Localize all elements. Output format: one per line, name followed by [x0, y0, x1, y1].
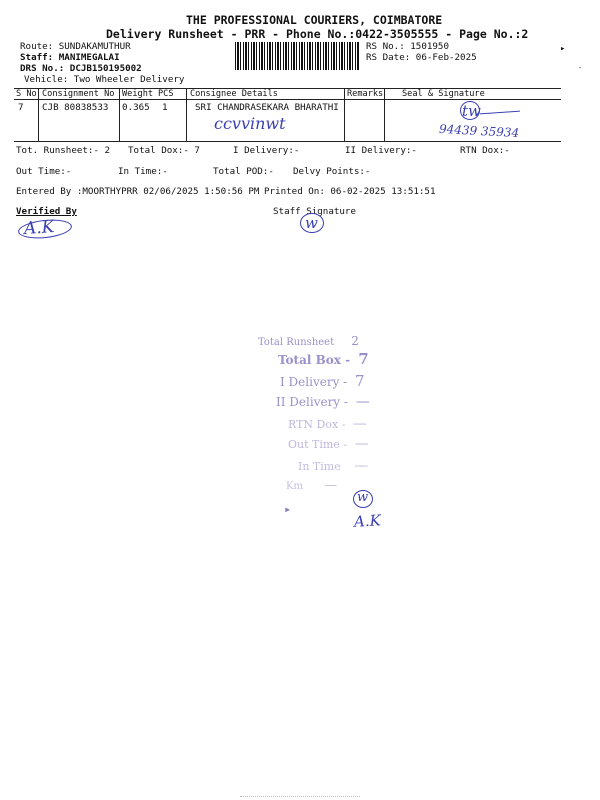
runsheet-subtitle: Delivery Runsheet - PRR - Phone No.:0422-3505555 - Page No.:2 — [106, 27, 529, 41]
stamp-value: — — [352, 416, 367, 432]
printed-on: Printed On: 06-02-2025 13:51:51 — [264, 186, 436, 197]
col-header-sno: S No — [16, 89, 37, 99]
total-dox: Total Dox:- 7 — [128, 145, 200, 156]
stamp-value: 7 — [355, 372, 365, 390]
stamp-value: — — [355, 394, 370, 410]
col-header-weight: Weight — [122, 89, 154, 99]
rtn-dox: RTN Dox:- — [460, 145, 510, 156]
col-header-pcs: PCS — [158, 89, 174, 99]
staff-signature: w — [305, 214, 318, 232]
stamp-signature-circle — [353, 490, 373, 508]
stamp-label: In Time — [298, 460, 341, 473]
seal-signature-circle — [460, 101, 480, 120]
stamp-label: Km — [286, 481, 303, 492]
stamp-line-7 — [298, 458, 368, 474]
vehicle-text: Vehicle: Two Wheeler Delivery — [24, 74, 185, 85]
stamp-signature-1: w — [357, 490, 369, 505]
stamp-line-6 — [288, 436, 369, 452]
col-header-consignment: Consignment No — [42, 89, 115, 99]
rs-date: RS Date: 06-Feb-2025 — [366, 52, 477, 63]
stamp-value: — — [354, 436, 369, 452]
tot-runsheet: Tot. Runsheet:- 2 — [16, 145, 111, 156]
in-time: In Time:- — [118, 166, 168, 177]
stamp-label: Total Box - — [278, 353, 351, 367]
entered-by: Entered By :MOORTHYPRR 02/06/2025 1:50:56 PM — [16, 186, 260, 197]
seal-signature-stroke — [480, 111, 520, 115]
staff-label: Staff: — [20, 52, 54, 63]
drs-number: DRS No.: DCJB150195002 — [20, 63, 142, 74]
cell-consignment: CJB 80838533 — [42, 102, 109, 113]
stamp-value: 2 — [351, 334, 359, 348]
verified-by-label: Verified By — [16, 206, 77, 217]
i-delivery: I Delivery:- — [233, 145, 300, 156]
stamp-mark: ▸ — [284, 502, 292, 516]
stamp-label: I Delivery - — [280, 375, 348, 389]
out-time: Out Time:- — [16, 166, 72, 177]
cell-weight: 0.365 — [122, 102, 150, 113]
staff-line — [20, 52, 120, 63]
cell-pcs: 1 — [162, 102, 168, 113]
rs-number: RS No.: 1501950 — [366, 41, 449, 52]
stamp-line-1 — [258, 334, 359, 348]
stamp-signature-2: A.K — [353, 511, 382, 531]
delvy-points: Delvy Points:- — [293, 166, 371, 177]
phone-handwriting: 94439 35934 — [438, 121, 520, 141]
margin-mark: ▸ — [560, 44, 566, 54]
company-title: THE PROFESSIONAL COURIERS, COIMBATORE — [186, 13, 443, 27]
col-header-remarks: Remarks — [347, 89, 384, 99]
stamp-value: — — [324, 478, 338, 493]
staff-name: MANIMEGALAI — [58, 52, 120, 63]
col-header-seal: Seal & Signature — [402, 89, 485, 99]
stamp-line-3 — [280, 372, 365, 390]
staff-signature-circle — [300, 213, 324, 233]
stamp-label: Out Time - — [288, 438, 348, 451]
cell-consignee: SRI CHANDRASEKARA BHARATHI — [195, 102, 339, 113]
totals-stamp — [250, 330, 430, 540]
stamp-label: Total Runsheet — [258, 337, 335, 348]
stamp-line-5 — [288, 416, 367, 432]
stamp-value: — — [354, 458, 369, 474]
stamp-line-8 — [286, 478, 337, 493]
stamp-line-4 — [276, 394, 370, 410]
cell-sno: 7 — [18, 102, 24, 113]
stamp-label: RTN Dox - — [288, 418, 346, 431]
ii-delivery: II Delivery:- — [345, 145, 417, 156]
barcode — [235, 42, 359, 70]
margin-dot: · — [578, 64, 583, 72]
staff-signature-label: Staff Signature — [273, 206, 356, 217]
route-text: Route: SUNDAKAMUTHUR — [20, 41, 131, 52]
total-pod: Total POD:- — [213, 166, 274, 177]
bottom-edge — [240, 796, 360, 797]
consignee-handwriting: ccvvinwt — [214, 114, 286, 133]
col-header-consignee: Consignee Details — [190, 89, 278, 99]
stamp-label: II Delivery - — [276, 395, 348, 409]
runsheet-table — [14, 88, 561, 142]
stamp-line-2 — [278, 350, 369, 368]
seal-signature: tw — [462, 102, 481, 120]
verified-signature: A.K — [23, 216, 56, 240]
stamp-value: 7 — [358, 350, 369, 368]
